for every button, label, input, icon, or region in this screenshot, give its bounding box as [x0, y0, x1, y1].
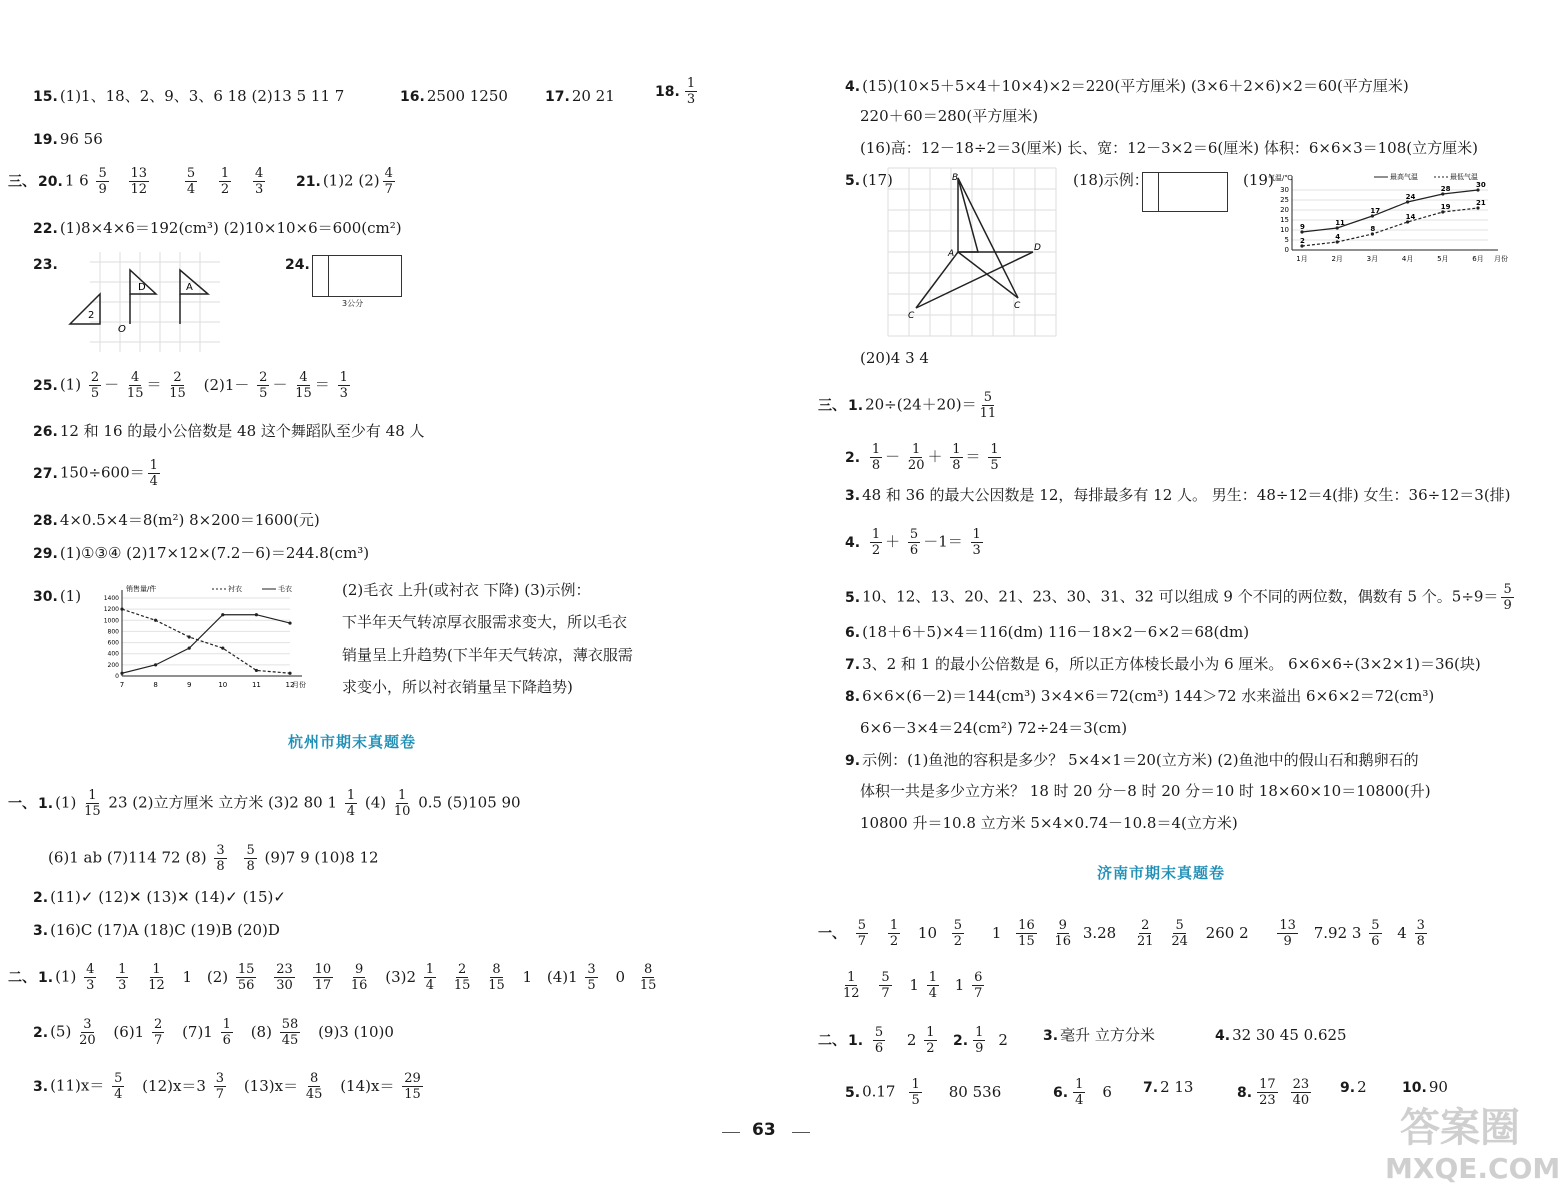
q30-line1: (2)毛衣 上升(或衬衣 下降) (3)示例： — [342, 581, 591, 599]
q16: 16. 2500 1250 — [400, 87, 508, 105]
chart30-ytick: 0 — [115, 673, 119, 680]
chart30-xlabel: 月份 — [292, 681, 306, 689]
s2: 2. $\frac{1}{8}$ － $\frac{1}{20}$ ＋ $\frac{1}{8}$ ＝ $\frac{1}{5}$ — [845, 442, 999, 473]
svg-text:B: B — [952, 173, 959, 183]
chart30-ytick: 1000 — [103, 617, 119, 625]
s3: 3. 48 和 36 的最大公因数是 12，每排最多有 12 人。 男生：48÷12＝4(排) 女生：36÷12＝3(排) — [845, 486, 1511, 504]
chart19-ytick: 15 — [1280, 216, 1289, 224]
s4: 4. $\frac{1}{2}$ ＋ $\frac{5}{6}$ －1＝ $\frac{1}{3}$ — [845, 527, 981, 558]
chart19-ytick: 20 — [1280, 206, 1289, 214]
chart30-xtick: 7 — [119, 681, 125, 689]
k9: 9. 2 — [1340, 1078, 1367, 1096]
chart19-data-label: 19 — [1440, 203, 1451, 211]
k1: 二、 1. $\frac{5}{6}$ 2 $\frac{1}{2}$ — [818, 1025, 935, 1056]
chart19-xtick: 4月 — [1401, 255, 1414, 263]
chart30-point — [221, 647, 224, 650]
chart30-point — [154, 663, 157, 666]
q24: 24. — [285, 257, 310, 273]
s8b: 6×6－3×4＝24(cm²) 72÷24＝3(cm) — [860, 719, 1128, 737]
chart30-ytick: 600 — [107, 639, 119, 647]
chart19-data-label: 4 — [1335, 233, 1341, 241]
watermark-url: MXQE.COM — [1385, 1152, 1560, 1185]
chart19-ytick: 10 — [1280, 226, 1289, 234]
r4: 4. (15)(10×5＋5×4＋10×4)×2＝220(平方厘米) (3×6＋2×6)×2＝60(平方厘米) — [845, 77, 1409, 95]
chart19-data-label: 17 — [1370, 207, 1381, 215]
q30-line2: 下半年天气转凉厚衣服需求变大，所以毛衣 — [342, 613, 628, 631]
chart19-data-label: 11 — [1335, 219, 1345, 227]
chart30-series-line — [122, 609, 290, 673]
chart30-point — [154, 619, 157, 622]
q30-line3: 销量呈上升趋势(下半年天气转凉，薄衣服需 — [342, 646, 633, 664]
chart30-point — [288, 672, 291, 675]
chart30-ytick: 200 — [107, 661, 119, 669]
r19: (19) — [1243, 171, 1274, 189]
chart30-xtick: 12 — [285, 681, 295, 689]
chart19-ytick: 0 — [1284, 246, 1289, 254]
q21: 21. (1)2 (2) $\frac{4}{7}$ — [296, 166, 393, 197]
chart30-xtick: 9 — [186, 681, 192, 689]
k2: 2. $\frac{1}{9}$ 2 — [953, 1025, 1008, 1056]
chart30-point — [120, 672, 123, 675]
q27: 27. 150÷600＝ $\frac{1}{4}$ — [33, 458, 158, 489]
q24-inner — [312, 255, 329, 297]
q20: 三、 20. 1 6 $\frac{5}{9}$ $\frac{13}{12}$ $\frac{5}{4}$ $\frac{1}{2}$ $\frac{4}{3}$ — [8, 166, 264, 197]
h3: 3. (16)C (17)A (18)C (19)B (20)D — [33, 921, 280, 939]
chart19-xtick: 6月 — [1472, 255, 1484, 263]
q30: 30. (1) — [33, 587, 82, 605]
chart-30 — [84, 584, 324, 688]
chart19-ytick: 30 — [1280, 186, 1289, 194]
chart19-data-label: 28 — [1440, 185, 1451, 193]
q23: 23. — [33, 257, 58, 273]
chart30-point — [188, 647, 191, 650]
q30-line4: 求变小，所以衬衣销量呈下降趋势) — [342, 678, 573, 696]
j1b: $\frac{1}{12}$ $\frac{5}{7}$ 1 $\frac{1}{4}$ 1 $\frac{6}{7}$ — [843, 970, 983, 1001]
r18-inner — [1142, 172, 1159, 212]
chart30-ytick: 400 — [107, 650, 119, 658]
q23-figure — [60, 252, 230, 352]
k10: 10. 90 — [1402, 1078, 1448, 1096]
chart30-ytick: 800 — [107, 628, 119, 636]
svg-text:D: D — [1034, 243, 1041, 253]
section-jinan: 济南市期末真题卷 — [1097, 864, 1226, 882]
s8: 8. 6×6×(6－2)＝144(cm³) 3×4×6＝72(cm³) 144＞72 水来溢出 6×6×2＝72(cm³) — [845, 687, 1435, 705]
chart19-data-label: 2 — [1300, 237, 1305, 245]
e1: 二、 1. (1) $\frac{4}{3}$ $\frac{1}{3}$ $\frac{1}{12}$ 1 (2) $\frac{15}{56}$ $\frac{23}{30}$ $\frac{10}{17}$ $\frac{9}{16}$ (3)2 $\frac{1}{4}$ $\frac{2}{15}$ $\frac{8}{15}$ 1 (4)1 $\frac{3}{5}$ 0 $\frac{8}{15}$ — [8, 962, 657, 993]
label-o: O — [118, 324, 126, 335]
label-d: D — [138, 282, 146, 293]
s9b: 体积一共是多少立方米？ 18 时 20 分－8 时 20 分＝10 时 18×60×10＝10800(升) — [860, 782, 1431, 800]
chart-19 — [1262, 172, 1522, 268]
chart30-xtick: 10 — [218, 681, 228, 689]
chart30-point — [188, 635, 191, 638]
k7: 7. 2 13 — [1143, 1078, 1194, 1096]
chart19-series-line — [1302, 190, 1478, 232]
q26: 26. 12 和 16 的最小公倍数是 48 这个舞蹈队至少有 48 人 — [33, 422, 425, 440]
chart19-data-label: 21 — [1476, 199, 1486, 207]
chart30-ylabel: 销售量/件 — [126, 585, 157, 593]
page-number: 63 — [752, 1120, 776, 1140]
label-a: A — [186, 282, 193, 293]
s6: 6. (18＋6＋5)×4＝116(dm) 116－18×2－6×2＝68(dm) — [845, 623, 1250, 641]
chart19-xtick: 3月 — [1366, 255, 1379, 263]
r20: (20)4 3 4 — [860, 349, 929, 367]
triangle-2 — [70, 294, 100, 324]
r4c: (16)高：12－18÷2＝3(厘米) 长、宽：12－3×2＝6(厘米) 体积：6×6×3＝108(立方厘米) — [860, 139, 1478, 157]
watermark-logo: 答案圈 — [1400, 1105, 1520, 1151]
chart30-point — [255, 669, 258, 672]
page-number-rule-left — [722, 1132, 740, 1133]
chart19-data-label: 9 — [1300, 223, 1305, 231]
chart19-ylabel: 气温/℃ — [1268, 174, 1293, 182]
svg-text:A: A — [948, 249, 955, 259]
chart19-xtick: 1月 — [1296, 255, 1308, 263]
q15: 15. (1)1、18、2、9、3、6 18 (2)13 5 11 7 — [33, 87, 345, 105]
q18: 18. $\frac{1}{3}$ — [655, 76, 696, 107]
label-2: 2 — [88, 310, 95, 321]
e2: 2. (5) $\frac{3}{20}$ (6)1 $\frac{2}{7}$ (7)1 $\frac{1}{6}$ (8) $\frac{58}{45}$ (9)3 (10)0 — [33, 1017, 394, 1048]
q19: 19. 96 56 — [33, 130, 103, 148]
chart19-xtick: 5月 — [1437, 255, 1449, 263]
chart30-point — [255, 613, 258, 616]
r5: 5. (17) — [845, 171, 893, 189]
svg-text:C: C — [1014, 301, 1021, 311]
chart19-ytick: 25 — [1280, 196, 1289, 204]
chart30-ytick: 1400 — [103, 595, 119, 602]
chart30-legend-shirt: 衬衣 — [228, 585, 242, 593]
h1: 一、 1. (1) $\frac{1}{15}$ 23 (2)立方厘米 立方米 (3)2 80 1 $\frac{1}{4}$ (4) $\frac{1}{10}$ 0.5 (5)105 90 — [8, 788, 521, 819]
chart30-xtick: 11 — [251, 681, 261, 689]
page-number-rule-right — [792, 1132, 810, 1133]
h1b: (6)1 ab (7)114 72 (8) $\frac{3}{8}$ $\frac{5}{8}$ (9)7 9 (10)8 12 — [48, 843, 379, 874]
h2: 2. (11)✓ (12)✕ (13)✕ (14)✓ (15)✓ — [33, 888, 286, 906]
s9c: 10800 升＝10.8 立方米 5×4×0.74－10.8＝4(立方米) — [860, 814, 1238, 832]
k5: 5. 0.17 $\frac{1}{5}$ 80 536 — [845, 1077, 1002, 1108]
chart30-point — [120, 608, 123, 611]
chart30-ytick: 1200 — [103, 606, 119, 614]
s9: 9. 示例：(1)鱼池的容积是多少？ 5×4×1＝20(立方米) (2)鱼池中的假山石和鹅卵石的 — [845, 751, 1419, 769]
chart19-legend-low: 最低气温 — [1450, 173, 1478, 181]
k6: 6. $\frac{1}{4}$ 6 — [1053, 1077, 1112, 1108]
chart30-point — [288, 621, 291, 624]
q24-caption: 3公分 — [342, 299, 364, 308]
q28: 28. 4×0.5×4＝8(m²) 8×200＝1600(元) — [33, 511, 320, 529]
chart30-xtick: 8 — [153, 681, 158, 689]
s7: 7. 3、2 和 1 的最小公倍数是 6，所以正方体棱长最小为 6 厘米。 6×6×6÷(3×2×1)＝36(块) — [845, 655, 1481, 673]
r4b: 220＋60＝280(平方厘米) — [860, 107, 1039, 125]
chart30-legend-sweater: 毛衣 — [278, 585, 292, 593]
chart19-data-label: 8 — [1370, 225, 1376, 233]
q22: 22. (1)8×4×6＝192(cm³) (2)10×10×6＝600(cm²) — [33, 219, 402, 237]
k3: 3. 毫升 立方分米 — [1043, 1026, 1155, 1044]
chart19-data-label: 14 — [1405, 213, 1416, 221]
chart30-point — [221, 613, 224, 616]
chart19-ytick: 5 — [1284, 236, 1289, 244]
chart19-data-label: 30 — [1476, 181, 1486, 189]
svg-text:C: C — [908, 311, 915, 321]
chart19-legend-high: 最高气温 — [1390, 173, 1418, 181]
k4: 4. 32 30 45 0.625 — [1215, 1026, 1347, 1044]
q25: 25. (1) $\frac{2}{5}$ － $\frac{4}{15}$ ＝ $\frac{2}{15}$ (2)1－ $\frac{2}{5}$ － $\frac{4}{15}$ ＝ $\frac{1}{3}$ — [33, 370, 348, 401]
chart19-data-label: 24 — [1405, 193, 1416, 201]
j1: 一、 $\frac{5}{7}$ $\frac{1}{2}$ 10 $\frac{5}{2}$ 1 $\frac{16}{15}$ $\frac{9}{16}$ 3.28 $\frac{2}{21}$ $\frac{5}{24}$ 260 2 $\frac{13}{9}$ 7.92 3 $\frac{5}{6}$ 4 $\frac{3}{8}$ — [818, 918, 1425, 949]
s1: 三、 1. 20÷(24＋20)＝ $\frac{5}{11}$ — [818, 390, 997, 421]
r18: (18)示例： — [1073, 171, 1149, 189]
k8: 8. $\frac{17}{23}$ $\frac{23}{40}$ — [1237, 1077, 1310, 1108]
q29: 29. (1)①③④ (2)17×12×(7.2－6)＝244.8(cm³) — [33, 544, 370, 562]
e3: 3. (11)x＝ $\frac{5}{4}$ (12)x＝3 $\frac{3}{7}$ (13)x＝ $\frac{8}{45}$ (14)x＝ $\frac{29}{15}$ — [33, 1071, 421, 1102]
r5-star-figure — [888, 168, 1058, 336]
chart19-xtick: 2月 — [1331, 255, 1343, 263]
q17: 17. 20 21 — [545, 87, 615, 105]
s5: 5. 10、12、13、20、21、23、30、31、32 可以组成 9 个不同的两位数，偶数有 5 个。5÷9＝ $\frac{5}{9}$ — [845, 582, 1512, 613]
section-hangzhou: 杭州市期末真题卷 — [288, 733, 417, 751]
chart19-xlabel: 月份 — [1494, 255, 1508, 263]
